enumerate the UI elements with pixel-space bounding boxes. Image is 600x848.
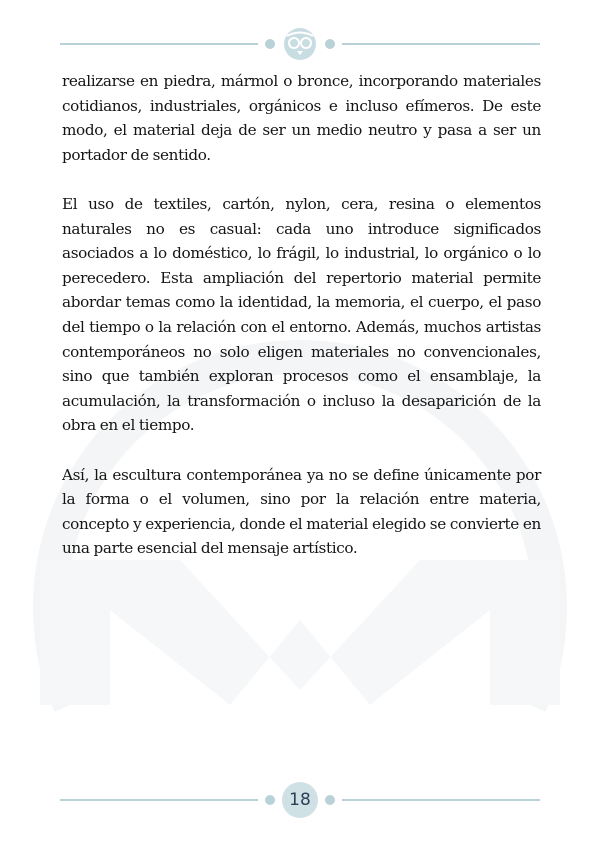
paragraph-1: realizarse en piedra, mármol o bronce, incorporando materiales cotidianos, industriales, orgánicos e incluso efímeros. De este modo, el material deja de ser un medio neutro y pasa a ser un portador de sentido. <box>62 72 541 164</box>
header-ornament-rule <box>60 26 540 62</box>
paragraph-3: Así, la escultura contemporánea ya no se define únicamente por la forma o el volumen, sino por la relación entre materia, concepto y experiencia, donde el material elegido se convierte en una parte esencial del mensaje artístico. <box>62 465 541 558</box>
body-text <box>62 69 541 585</box>
paragraph-2: El uso de textiles, cartón, nylon, cera, resina o elementos naturales no es casual: cada uno introduce significados asociados a lo doméstico, lo frágil, lo industrial, lo orgánico o lo perecedero. Esta ampliación del repertorio material permite abordar temas como la identidad, la memoria, el cuerpo, el paso del tiempo o la relación con el entorno. Además, muchos artistas contemporáneos no solo eligen materiales no convencionales, sino que también exploran procesos como el ensamblaje, la acumulación, la transformación o incluso la desaparición de la obra en el tiempo. <box>62 194 541 435</box>
owl-face-icon <box>284 28 316 60</box>
page-number: 18 <box>289 790 311 810</box>
